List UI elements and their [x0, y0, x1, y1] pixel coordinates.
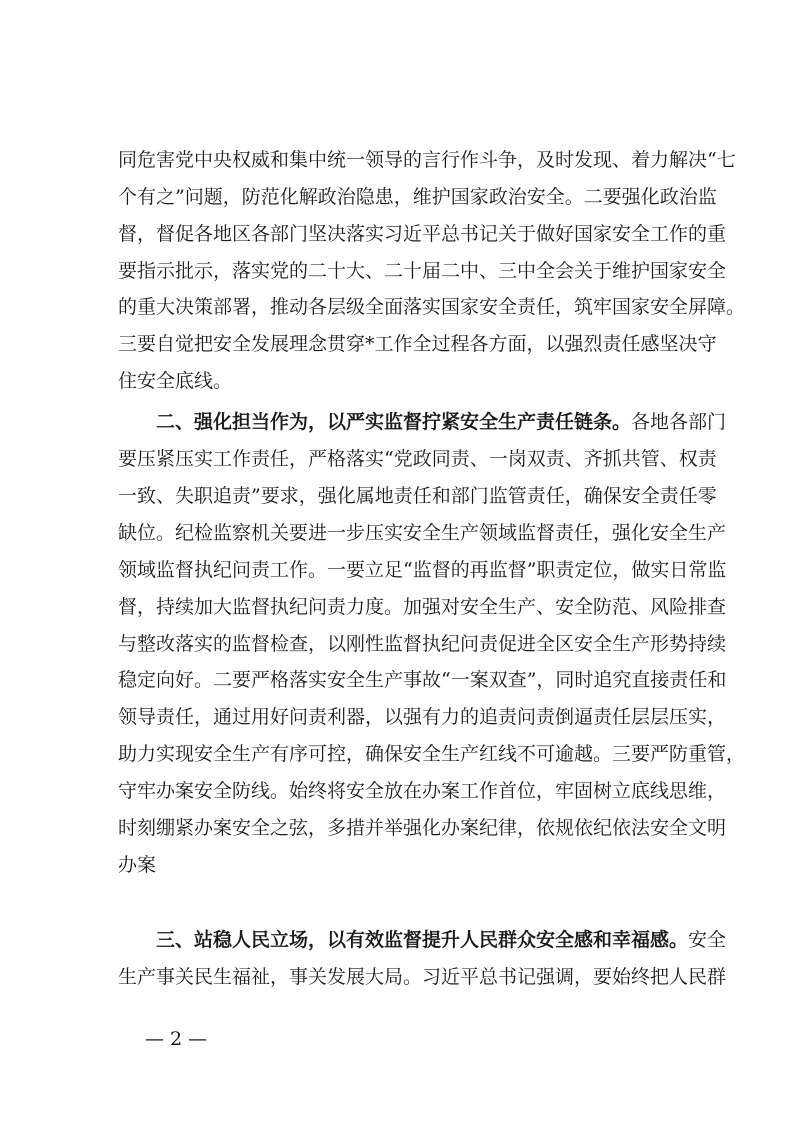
text-line: 要压紧压实工作责任，严格落实“党政同责、一岗双责、齐抓共管、权责 [118, 448, 717, 470]
text-line: 督，持续加大监督执纪问责力度。加强对安全生产、安全防范、风险排查 [118, 596, 727, 618]
text-line: 守牢办案安全防线。始终将安全放在办案工作首位，牢固树立底线思维， [118, 780, 727, 802]
text-span: 各地各部门 [631, 411, 727, 433]
page-number: — 2 — [145, 1028, 208, 1050]
text-line: 要指示批示，落实党的二十大、二十届二中、三中全会关于维护国家安全 [118, 260, 727, 282]
text-line: 办案 [118, 854, 157, 876]
text-line: 领域监督执纪问责工作。一要立足“监督的再监督”职责定位，做实日常监 [118, 559, 727, 581]
text-line: 与整改落实的监督检查，以刚性监督执纪问责促进全区安全生产形势持续 [118, 633, 727, 655]
heading-line [118, 927, 727, 953]
text-line: 一致、失职追责”要求，强化属地责任和部门监管责任，确保安全责任零 [118, 485, 717, 507]
text-line: 同危害党中央权威和集中统一领导的言行作斗争，及时发现、着力解决“七 [118, 149, 736, 171]
text-line: 助力实现安全生产有序可控，确保安全生产红线不可逾越。三要严防重管， [118, 743, 746, 765]
text-line: 三要自觉把安全发展理念贯穿*工作全过程各方面，以强烈责任感坚决守 [118, 333, 717, 355]
text-line: 的重大决策部署，推动各层级全面落实国家安全责任，筑牢国家安全屏障。 [118, 296, 746, 318]
section-heading: 二、强化担当作为，以严实监督拧紧安全生产责任链条。 [156, 411, 632, 433]
text-line: 生产事关民生福祉，事关发展大局。习近平总书记强调，要始终把人民群 [118, 966, 727, 988]
text-line: 督，督促各地区各部门坚决落实习近平总书记关于做好国家安全工作的重 [118, 223, 727, 245]
text-line: 稳定向好。二要严格落实安全生产事故“一案双查”，同时追究直接责任和 [118, 669, 727, 691]
text-span: 安全 [688, 929, 727, 951]
text-line: 领导责任，通过用好问责利器，以强有力的追责问责倒逼责任层层压实， [118, 706, 727, 728]
text-line: 住安全底线。 [118, 370, 233, 392]
text-line: 时刻绷紧办案安全之弦，多措并举强化办案纪律，依规依纪依法安全文明 [118, 817, 727, 839]
text-line: 缺位。纪检监察机关要进一步压实安全生产领域监督责任，强化安全生产 [118, 522, 727, 544]
text-line: 个有之”问题，防范化解政治隐患，维护国家政治安全。二要强化政治监 [118, 186, 717, 208]
heading-line [118, 409, 727, 435]
section-heading: 三、站稳人民立场，以有效监督提升人民群众安全感和幸福感。 [156, 929, 689, 951]
